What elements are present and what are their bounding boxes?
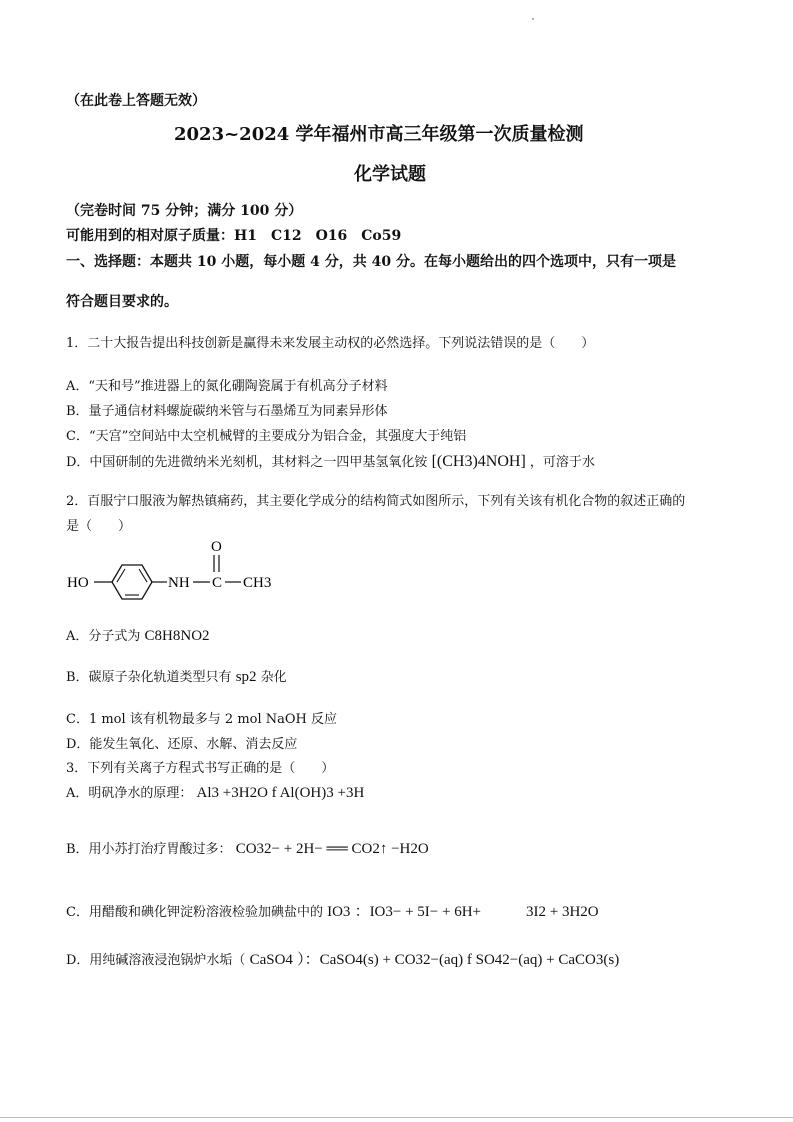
q3-option-d-text: D．用纯碱溶液浸泡锅炉水垢（ — [66, 953, 246, 968]
q2-stem-line1: 2．百服宁口服液为解热镇痛药，其主要化学成分的结构简式如图所示，下列有关该有机化合物的叙述正确的 — [66, 494, 686, 509]
q3-option-b-text: B．用小苏打治疗胃酸过多： — [66, 842, 232, 857]
struct-ho-label: HO — [67, 575, 89, 591]
q3-option-d-caso: CaSO4 — [249, 952, 293, 968]
q1-stem: 1．二十大报告提出科技创新是赢得未来发展主动权的必然选择。下列说法错误的是（ ） — [66, 336, 595, 351]
q2-option-c: C．1 mol 该有机物最多与 2 mol NaOH 反应 — [66, 712, 338, 727]
section-instructions-line2: 符合题目要求的。 — [66, 294, 178, 310]
q3-option-d-formula: ）：CaSO4(s) + CO32−(aq) f SO42−(aq) + CaCO3(s) — [297, 952, 620, 968]
page-bottom-divider — [0, 1117, 793, 1118]
q2-option-a-formula: C8H8NO2 — [144, 628, 210, 644]
q3-option-c-text: C．用醋酸和碘化钾淀粉溶液检验加碘盐中的 — [66, 905, 323, 920]
struct-o-label: O — [211, 539, 222, 555]
q2-option-b-suffix: 杂化 — [260, 670, 287, 685]
q3-option-b-formula: CO32− + 2H− ══ CO2↑ −H2O — [235, 841, 429, 857]
q3-option-a-text: A．明矾净水的原理： — [66, 786, 193, 801]
q2-option-a — [66, 625, 210, 645]
q1-option-d — [66, 451, 595, 471]
section-instructions-line1: 一、选择题：本题共 10 小题，每小题 4 分，共 40 分。在每小题给出的四个选项中，只有一项是 — [66, 254, 676, 270]
q3-stem: 3．下列有关离子方程式书写正确的是（ ） — [66, 761, 335, 776]
struct-nh-label: NH — [168, 575, 190, 591]
q2-stem-line2: 是（ ） — [66, 519, 132, 534]
q2-option-b-text: B．碳原子杂化轨道类型只有 — [66, 670, 232, 685]
q3-option-a-formula: Al3 +3H2O f Al(OH)3 +3H — [196, 785, 365, 801]
q3-option-d — [66, 948, 619, 969]
q1-option-d-text: D．中国研制的先进微纳米光刻机，其材料之一四甲基氢氧化铵 — [66, 455, 428, 470]
acetaminophen-structure — [60, 535, 290, 605]
struct-benzene-ring — [112, 565, 152, 599]
q3-option-c — [66, 900, 599, 921]
q1-option-d-formula: [(CH3)4NOH] — [431, 453, 526, 470]
q3-option-b — [66, 838, 429, 858]
scan-dot — [532, 18, 534, 20]
q3-option-a — [66, 782, 364, 802]
q1-option-b: B．量子通信材料螺旋碳纳米管与石墨烯互为同素异形体 — [66, 404, 388, 419]
struct-c-label: C — [212, 575, 223, 591]
exam-subtitle: 化学试题 — [354, 164, 426, 185]
q2-option-a-text: A．分子式为 — [66, 629, 141, 644]
q2-option-b-formula: sp2 — [235, 669, 257, 685]
q2-option-d: D．能发生氧化、还原、水解、消去反应 — [66, 737, 298, 752]
q3-option-c-io3: IO3 — [327, 904, 351, 920]
q1-option-a: A．“天和号”推进器上的氮化硼陶瓷属于有机高分子材料 — [66, 379, 388, 394]
notice-text: （在此卷上答题无效） — [66, 93, 206, 109]
atomic-mass-info: 可能用到的相对原子质量：H1 C12 O16 Co59 — [66, 228, 402, 244]
exam-title: 2023~2024 学年福州市高三年级第一次质量检测 — [174, 124, 584, 145]
q3-option-c-formula: ：IO3− + 5I− + 6H+ 3I2 + 3H2O — [354, 904, 599, 920]
q2-option-b — [66, 666, 287, 686]
q1-option-c: C．“天宫”空间站中太空机械臂的主要成分为铝合金，其强度大于纯铝 — [66, 429, 467, 444]
q1-option-d-suffix: ，可溶于水 — [529, 455, 595, 470]
time-info: （完卷时间 75 分钟；满分 100 分） — [66, 203, 303, 219]
struct-ch3-label: CH3 — [243, 575, 272, 591]
